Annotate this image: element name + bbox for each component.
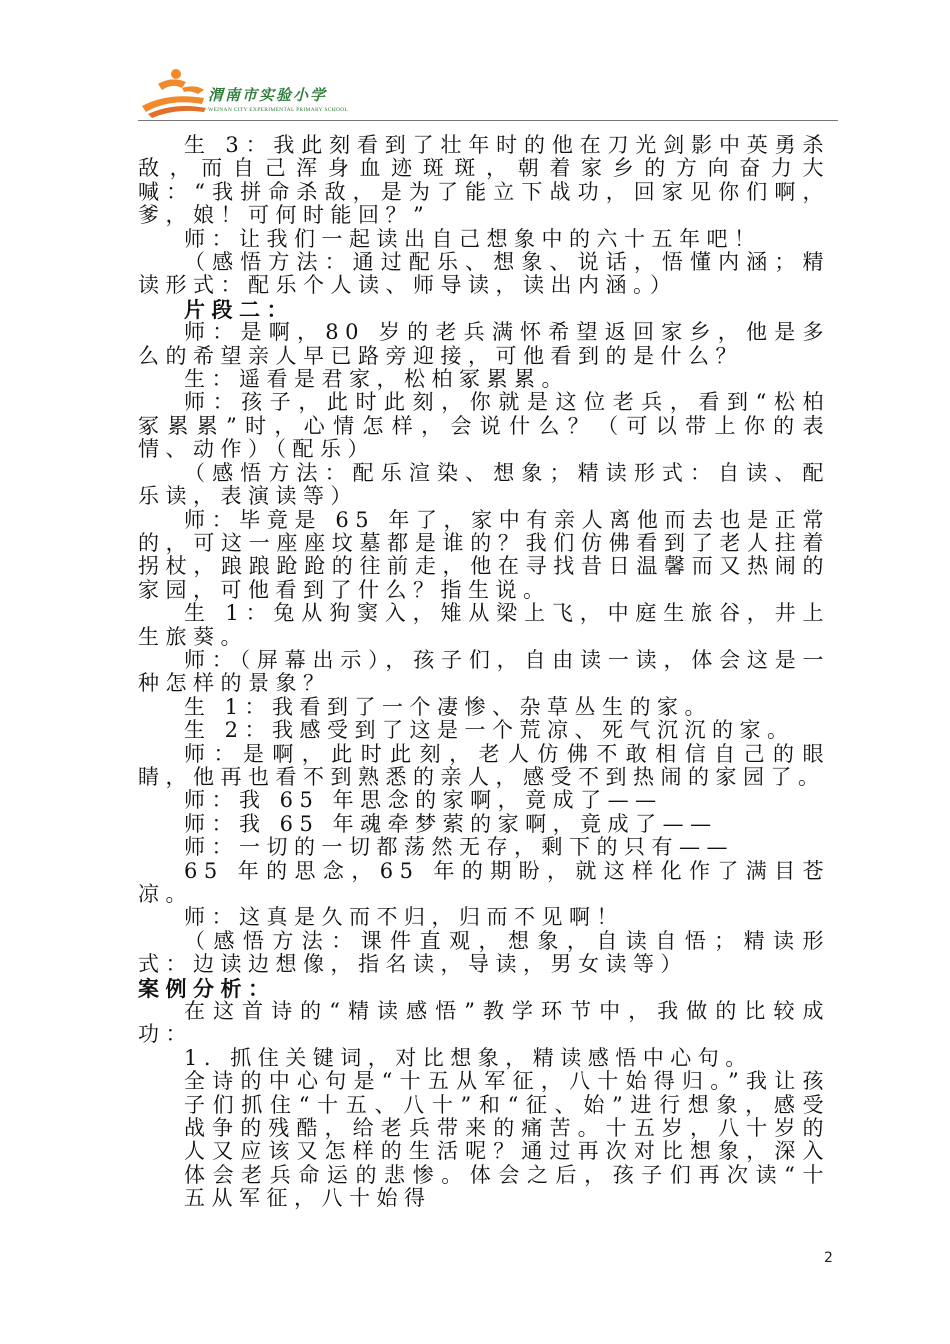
paragraph: （感悟方法：课件直观，想象，自读自悟；精读形式：边读边想像，指名读，导读，男女读等）	[138, 928, 830, 977]
paragraph: 师：这真是久而不归，归而不见啊！	[184, 905, 624, 930]
paragraph: （感悟方法：通过配乐、想象、说话，悟懂内涵；精读形式：配乐个人读、师导读，读出内涵。）	[138, 250, 830, 298]
paragraph: 生 1：我看到了一个凄惨、杂草丛生的家。	[184, 694, 713, 719]
school-name: 渭南市实验小学	[208, 86, 328, 104]
document-body	[138, 134, 830, 1211]
paragraph: 师：是啊，80 岁的老兵满怀希望返回家乡，他是多么的希望亲人早已路旁迎接，可他看到的是什么？	[138, 320, 830, 368]
paragraph: （感悟方法：配乐渲染、想象；精读形式：自读、配乐读，表演读等）	[138, 460, 830, 509]
school-logo-icon	[138, 64, 210, 120]
section-heading: 片段二：	[184, 296, 294, 322]
paragraph: 全诗的中心句是“十五从军征，八十始得归。”我让孩子们抓住“十五、八十”和“征、始”进行想象，感受战争的残酷，给老兵带来的痛苦。十五岁，八十岁的人又应该又怎样的生活呢？通过再次对比想象，深入体会老兵命运的悲惨。体会之后，孩子们再次读“十五从军征，八十始得	[184, 1069, 830, 1211]
paragraph: 生 2：我感受到了这是一个荒凉、死气沉沉的家。	[184, 718, 795, 743]
school-name-en: WEINAN CITY EXPERIMENTAL PRIMARY SCHOOL	[208, 107, 349, 113]
header-divider	[138, 120, 838, 121]
list-item: 1. 抓住关键词，对比想象，精读感悟中心句。	[184, 1045, 753, 1070]
paragraph: 生：遥看是君家，松柏冢累累。	[184, 367, 569, 392]
paragraph: 生 1：兔从狗窦入，雉从梁上飞，中庭生旅谷，井上生旅葵。	[138, 601, 830, 649]
paragraph: 生 3：我此刻看到了壮年时的他在刀光剑影中英勇杀敌，而自己浑身血迹斑斑，朝着家乡的方向奋力大喊：“我拼命杀敌，是为了能立下战功，回家见你们啊，爹，娘！可何时能回？”	[138, 133, 830, 228]
section-heading: 案例分析：	[138, 975, 276, 1001]
paragraph: 师：孩子，此时此刻，你就是这位老兵，看到“松柏冢累累”时，心情怎样，会说什么？（可以带上你的表情、动作）（配乐）	[138, 390, 830, 462]
paragraph: 师：（屏幕出示），孩子们，自由读一读，体会这是一种怎样的景象？	[138, 647, 830, 696]
page-number: 2	[824, 1250, 833, 1266]
paragraph: 师：是啊，此时此刻，老人仿佛不敢相信自己的眼睛，他再也看不到熟悉的亲人，感受不到热闹的家园了。	[138, 741, 830, 789]
paragraph: 师：我 65 年魂牵梦萦的家啊，竟成了——	[184, 811, 718, 836]
paragraph: 在这首诗的“精读感悟”教学环节中，我做的比较成功：	[138, 999, 830, 1047]
paragraph: 师：我 65 年思念的家啊，竟成了——	[184, 788, 663, 813]
paragraph: 师：一切的一切都荡然无存，剩下的只有——	[184, 835, 734, 860]
paragraph: 65 年的思念，65 年的期盼，就这样化作了满目苍凉。	[138, 858, 830, 906]
paragraph: 师：毕竟是 65 年了，家中有亲人离他而去也是正常的，可这一座座坟墓都是谁的？我们仿佛看到了老人拄着拐杖，踉踉跄跄的往前走，他在寻找昔日温馨而又热闹的家园，可他看到了什么？指生说。	[138, 507, 830, 602]
page-header	[138, 60, 838, 120]
paragraph: 师：让我们一起读出自己想象中的六十五年吧！	[184, 226, 762, 251]
